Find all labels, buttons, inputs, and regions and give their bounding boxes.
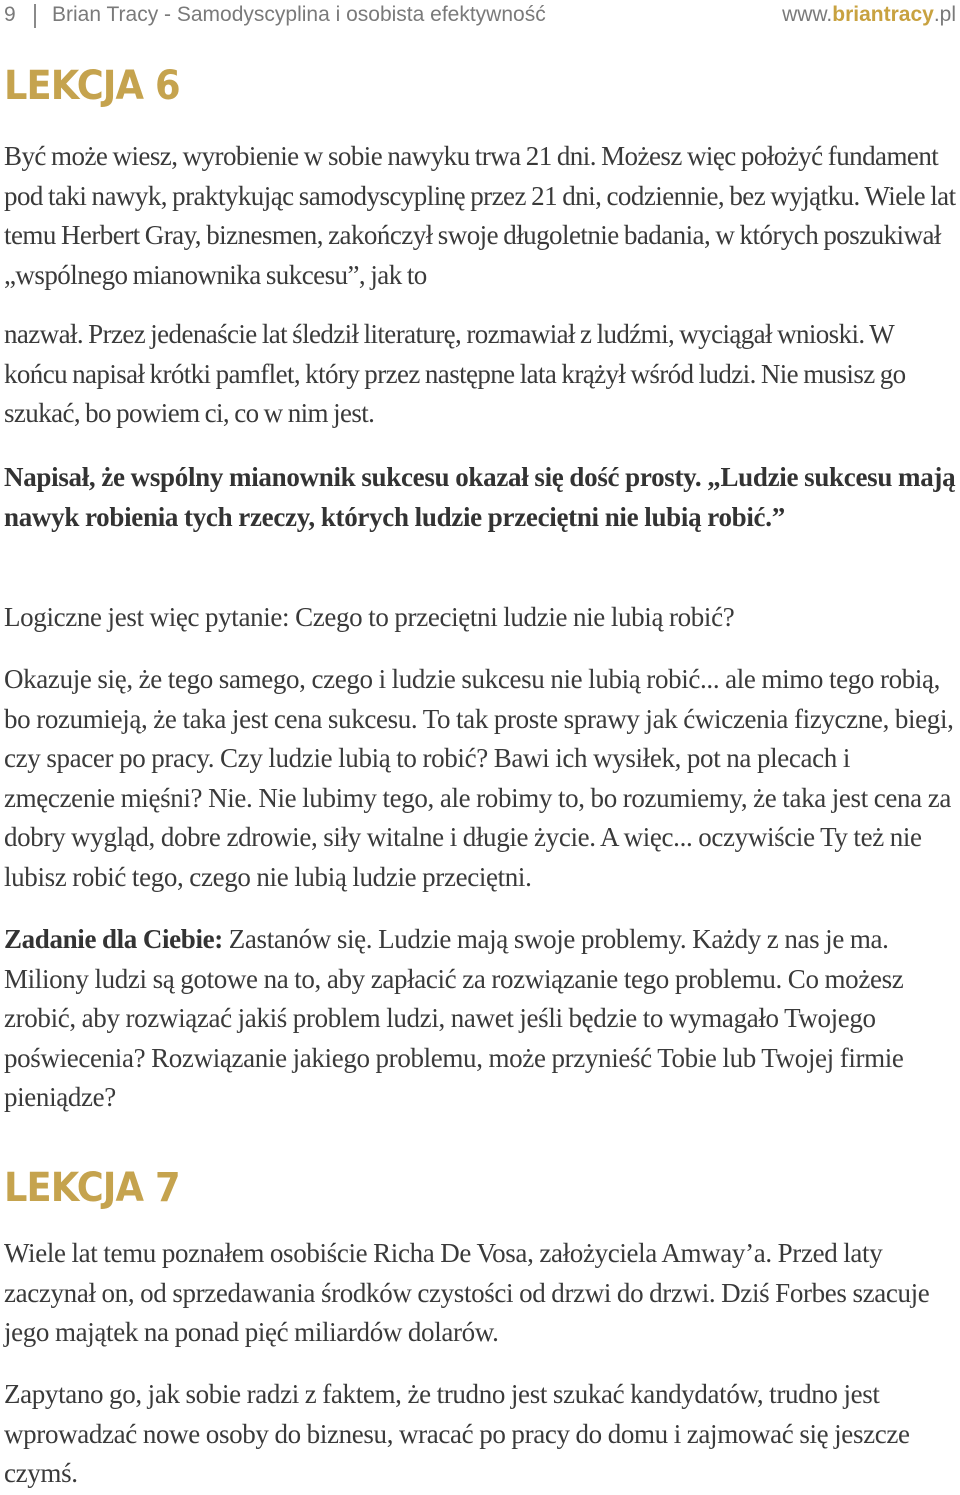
header-divider [34,4,36,28]
website-link[interactable] [782,3,956,27]
url-suffix: .pl [933,3,956,26]
page-header [4,3,956,33]
url-brand: briantracy [832,3,934,26]
lesson-6-heading: LEKCJA 6 [4,63,180,109]
task-label: Zadanie dla Ciebie: [4,924,223,954]
lesson-6-paragraph-2: nazwał. Przez jedenaście lat śledził literaturę, rozmawiał z ludźmi, wyciągał wnioski. W końcu napisał krótki pamflet, który przez następne lata krążył wśród ludzi. Nie musisz go szukać, bo powiem ci, co w nim jest. [4,319,906,428]
url-prefix: www. [782,3,833,26]
lesson-6-paragraph-1: Być może wiesz, wyrobienie w sobie nawyku trwa 21 dni. Możesz więc położyć fundament pod taki nawyk, praktykując samodyscyplinę przez 21 dni, codziennie, bez wyjątku. Wiele lat temu Herbert Gray, biznesmen, zakończył swoje długoletnie badania, w których poszukiwał „wspólnego mianownika sukcesu”, jak to [4,141,956,290]
page-number: 9 [4,3,16,26]
lesson-6-paragraph-4: Okazuje się, że tego samego, czego i ludzie sukcesu nie lubią robić... ale mimo tego robią, bo rozumieją, że taka jest cena sukcesu. To tak proste sprawy jak ćwiczenia fizyczne, biegi, czy spacer po pracy. Czy ludzie lubią to robić? Bawi ich wysiłek, pot na plecach i zmęczenie mięśni? Nie. Nie lubimy tego, ale robimy to, bo rozumiemy, że taka jest cena za dobry wygląd, dobre zdrowie, siły witalne i długie życie. A więc... oczywiście Ty też nie lubisz robić tego, czego nie lubią ludzie przeciętni. [4,664,954,892]
lesson-7-heading: LEKCJA 7 [4,1165,180,1211]
lesson-6-quote-paragraph: Napisał, że wspólny mianownik sukcesu okazał się dość prosty. „Ludzie sukcesu mają nawyk robienia tych rzeczy, których ludzie przeciętni nie lubią robić.” [4,462,956,532]
task-text: Zastanów się. Ludzie mają swoje problemy. Każdy z nas je ma. Miliony ludzi są gotowe na to, aby zapłacić za rozwiązanie tego problemu. Co możesz zrobić, aby rozwiązać jakiś problem ludzi, nawet jeśli będzie to wymagało Twojego poświecenia? Rozwiązanie jakiego problemu, może przynieść Tobie lub Twojej firmie pieniądze? [4,924,904,1112]
lesson-6-task [4,920,956,1118]
lesson-7-paragraph-2: Zapytano go, jak sobie radzi z faktem, że trudno jest szukać kandydatów, trudno jest wprowadzać nowe osoby do biznesu, wracać po pracy do domu i zajmować się jeszcze czymś. [4,1379,910,1488]
lesson-7-paragraph-1: Wiele lat temu poznałem osobiście Richa De Vosa, założyciela Amway’a. Przed laty zaczynał on, od sprzedawania środków czystości od drzwi do drzwi. Dziś Forbes szacuje jego majątek na ponad pięć miliardów dolarów. [4,1238,930,1347]
lesson-6-paragraph-3: Logiczne jest więc pytanie: Czego to przeciętni ludzie nie lubią robić? [4,602,735,632]
book-title: Brian Tracy - Samodyscyplina i osobista efektywność [52,3,546,26]
